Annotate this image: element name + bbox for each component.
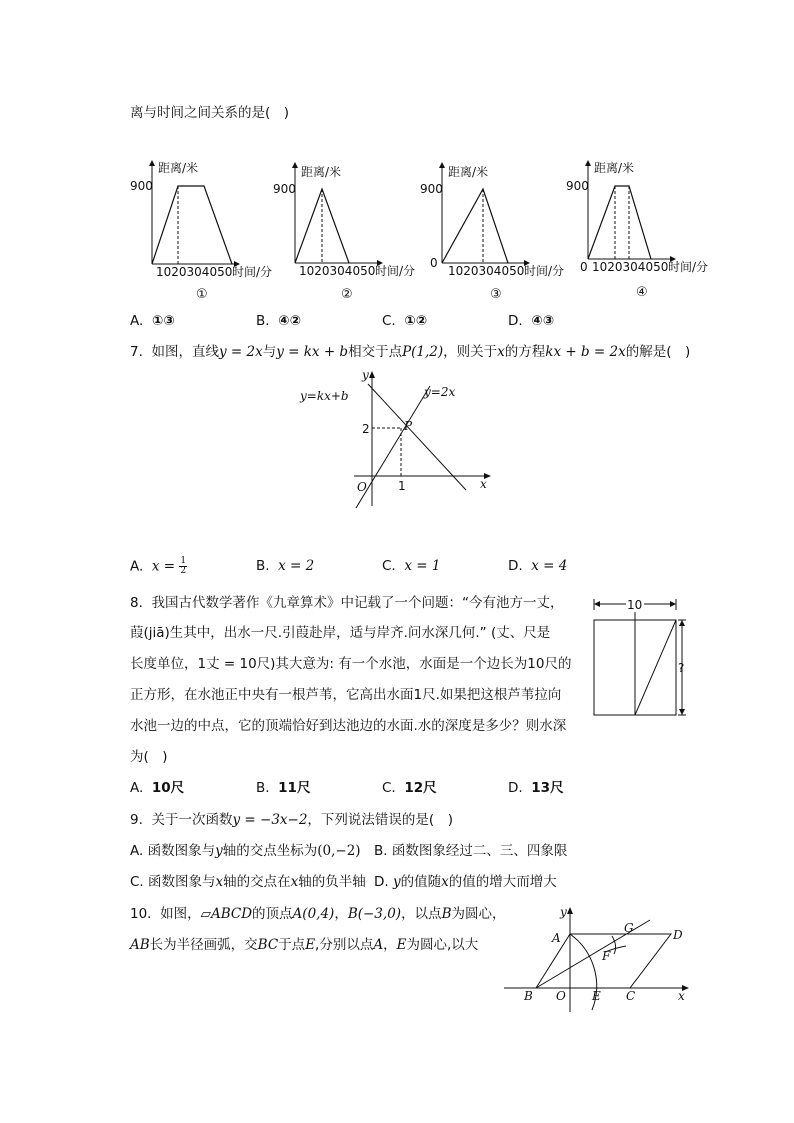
graph-4-y-label: 距离/米 [594, 161, 635, 175]
graph-1-x-ticks: 1020304050 [156, 265, 233, 279]
q7-figure [296, 366, 506, 516]
graph-2-x-label: 时间/分 [375, 264, 416, 278]
q8-line-5: 水池一边的中点，它的顶端恰好到达池边的水面.水的深度是多少？则水深 [130, 718, 567, 734]
q10-g-label: G [624, 921, 634, 935]
q7-y-axis-label: y [362, 368, 369, 382]
q7-option-c: C. x = 1 [382, 558, 441, 574]
q8-line-4: 正方形，在水池正中央有一根芦苇，它高出水面1尺.如果把这根芦苇拉向 [130, 687, 562, 703]
q10-b-label: B [524, 989, 533, 1003]
q9-option-b: B. 函数图象经过二、三、四象限 [374, 843, 568, 859]
graph-1-label: ① [196, 287, 208, 302]
graph-3-y-value: 900 [420, 182, 443, 196]
graph-1-y-label: 距离/米 [158, 161, 199, 175]
q7-y-tick: 2 [362, 422, 370, 436]
q6-option-c: C. ①② [382, 313, 428, 329]
graph-2-y-value: 900 [273, 182, 296, 196]
q7-stem: 7. 如图，直线y = 2x与y = kx + b相交于点P(1,2)，则关于x的方程kx + b = 2x的解是( ) [130, 344, 691, 360]
q10-o-label: O [556, 989, 566, 1003]
graph-4-y-value: 900 [566, 179, 589, 193]
q8-line-3: 长度单位，1丈 = 10尺)其大意为: 有一个水池，水面是一个边长为10尺的 [130, 656, 572, 672]
q10-d-label: D [673, 928, 683, 942]
graph-2-x-ticks: 1020304050 [299, 264, 376, 278]
graph-4-label: ④ [636, 285, 648, 300]
graph-4-x-ticks: 1020304050 [592, 260, 669, 274]
graph-2-label: ② [341, 287, 353, 302]
q8-option-b: B. 11尺 [256, 780, 311, 796]
q6-option-b: B. ④② [256, 313, 302, 329]
q7-option-d: D. x = 4 [508, 558, 568, 574]
q6-graph-2 [263, 160, 433, 305]
q10-a-label: A [552, 931, 561, 945]
q6-option-a: A. ①③ [130, 313, 175, 329]
q6-graph-3 [410, 160, 580, 305]
q8-option-d: D. 13尺 [508, 780, 564, 796]
graph-3-y-label: 距离/米 [448, 165, 489, 179]
q6-stem-tail: 离与时间之间关系的是( ) [130, 105, 290, 121]
graph-3-x-label: 时间/分 [524, 264, 565, 278]
q6-option-d: D. ④③ [508, 313, 555, 329]
q10-f-label: F [602, 949, 611, 963]
q8-line-1: 8. 我国古代数学著作《九章算术》中记载了一个问题：“今有池方一丈， [130, 595, 564, 611]
graph-1-x-label: 时间/分 [232, 265, 273, 279]
q8-option-c: C. 12尺 [382, 780, 437, 796]
q8-depth-label: ? [678, 661, 685, 675]
q9-option-c: C. 函数图象与x轴的交点在x轴的负半轴 [130, 874, 366, 890]
q9-option-a: A. 函数图象与y轴的交点坐标为(0,−2) [130, 843, 361, 859]
graph-3-x-ticks: 1020304050 [448, 264, 525, 278]
graph-1-y-value: 900 [130, 179, 153, 193]
q8-figure [590, 596, 700, 718]
graph-4-origin: 0 [580, 260, 588, 274]
graph-3-label: ③ [490, 287, 502, 302]
graph-4-x-label: 时间/分 [668, 260, 709, 274]
graph-3-origin: 0 [430, 256, 438, 270]
q7-x-axis-label: x [480, 477, 487, 491]
q10-y-label: y [560, 905, 567, 919]
q10-line-2: AB长为半径画弧，交BC于点E,分别以点A，E为圆心,以大 [130, 937, 479, 953]
q7-point-label: P [404, 419, 413, 433]
q7-line1-label: y=kx+b [300, 389, 349, 403]
q9-stem: 9. 关于一次函数y = −3x−2，下列说法错误的是( ) [130, 812, 453, 828]
q7-x-tick: 1 [398, 479, 406, 493]
q10-line-1: 10. 如图，▱ABCD的顶点A(0,4)，B(−3,0)，以点B为圆心， [130, 906, 506, 922]
q6-graph-4 [556, 158, 726, 303]
q7-option-b: B. x = 2 [256, 558, 315, 574]
q10-x-label: x [678, 989, 685, 1003]
q10-figure [500, 902, 700, 1017]
q7-origin-label: O [357, 480, 367, 494]
q8-line-2: 葭(jiā)生其中，出水一尺.引葭赴岸，适与岸齐.问水深几何.” (丈、尺是 [130, 625, 551, 641]
q10-e-label: E [592, 989, 601, 1003]
fraction: $\frac{1}{2}$ [180, 556, 187, 576]
q7-line2-label: y=2x [424, 385, 456, 399]
q9-option-d: D. y的值随x的值的增大而增大 [374, 874, 557, 890]
q10-c-label: C [626, 989, 636, 1003]
q8-option-a: A. 10尺 [130, 780, 185, 796]
q8-line-6: 为( ) [130, 749, 168, 765]
q7-option-a: A. x = $\frac{1}{2}$ [130, 556, 187, 576]
graph-2-y-label: 距离/米 [301, 165, 342, 179]
q8-width-label: 10 [627, 598, 643, 612]
